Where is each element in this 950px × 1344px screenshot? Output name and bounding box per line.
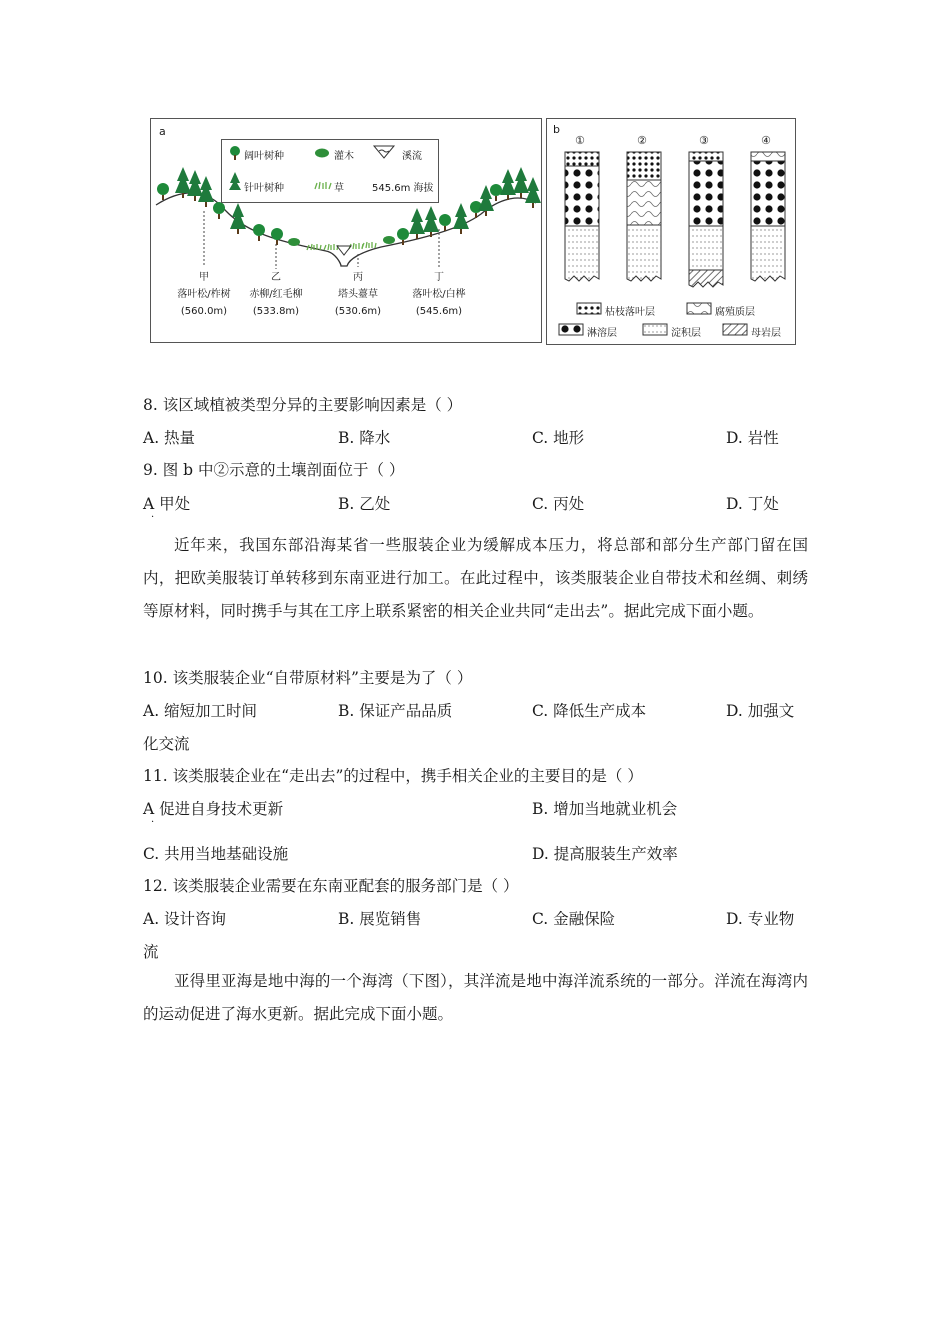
legend-illuvial: 淀积层: [671, 328, 701, 339]
q12-option-b: B. 展览销售: [338, 910, 422, 928]
q9-option-c: C. 丙处: [532, 495, 585, 513]
q9-option-d: D. 丁处: [726, 495, 779, 513]
humus-swatch: [687, 303, 711, 314]
q10-option-d-wrap: 化交流: [143, 735, 190, 753]
figure-b: [546, 118, 796, 345]
stream-icon: [372, 144, 396, 160]
legend-broadleaf: 阔叶树种: [244, 151, 284, 162]
figure-a-legend: [221, 139, 439, 203]
q12-option-d: D. 专业物: [726, 910, 795, 928]
stray-dot-2: ·: [151, 817, 155, 828]
legend-shrub: 灌木: [334, 151, 354, 162]
q12-option-a: A. 设计咨询: [143, 910, 227, 928]
question-12: 12. 该类服装企业需要在东南亚配套的服务部门是（ ）: [143, 877, 519, 895]
legend-elevation: 545.6m 海拔: [372, 183, 434, 194]
stray-dot: ·: [151, 512, 155, 523]
legend-eluvial: 淋溶层: [587, 328, 617, 339]
column-label-2: ②: [637, 134, 647, 147]
site-yi: 乙 赤柳/红毛柳 (533.8m): [249, 272, 303, 317]
q8-option-c: C. 地形: [532, 429, 585, 447]
column-label-1: ①: [575, 134, 585, 147]
bedrock-swatch: [723, 324, 747, 335]
q9-option-a: A 甲处: [143, 495, 191, 513]
conifer-icon: [228, 171, 242, 193]
legend-litter: 枯枝落叶层: [605, 307, 655, 318]
question-8: 8. 该区域植被类型分异的主要影响因素是（ ）: [143, 396, 463, 414]
profile-3: [689, 152, 723, 287]
passage-adriatic: 亚得里亚海是地中海的一个海湾（下图），其洋流是地中海洋流系统的一部分。洋流在海湾内的运动促进了海水更新。据此完成下面小题。: [143, 972, 808, 1023]
q12-option-c: C. 金融保险: [532, 910, 616, 928]
q11-option-a: A 促进自身技术更新: [143, 800, 284, 818]
q9-option-b: B. 乙处: [338, 495, 391, 513]
q8-option-b: B. 降水: [338, 429, 391, 447]
figure-a-label: a: [159, 125, 166, 138]
site-bing: 丙 塔头薹草 (530.6m): [334, 272, 382, 317]
eluvial-swatch: [559, 324, 583, 335]
q11-option-c: C. 共用当地基础设施: [143, 845, 289, 863]
q8-option-d: D. 岩性: [726, 429, 779, 447]
litter-swatch: [577, 303, 601, 314]
profile-4: [751, 152, 785, 281]
question-11: 11. 该类服装企业在“走出去”的过程中，携手相关企业的主要目的是（ ）: [143, 767, 643, 785]
profile-2: [627, 152, 661, 281]
column-label-3: ③: [699, 134, 709, 147]
site-ding: 丁 落叶松/白桦 (545.6m): [412, 272, 466, 317]
q8-option-a: A. 热量: [143, 429, 196, 447]
q12-option-d-wrap: 流: [143, 943, 159, 961]
q11-option-b: B. 增加当地就业机会: [532, 800, 678, 818]
profile-1: [565, 152, 599, 281]
legend-stream: 溪流: [402, 151, 422, 162]
figure-b-drawing: [547, 119, 795, 344]
grass-icon: [314, 180, 332, 190]
legend-bedrock: 母岩层: [751, 328, 781, 339]
q10-option-a: A. 缩短加工时间: [143, 702, 258, 720]
q10-option-c: C. 降低生产成本: [532, 702, 647, 720]
legend-grass: 草: [334, 183, 344, 194]
figure-b-label: b: [553, 123, 560, 136]
illuvial-swatch: [643, 324, 667, 335]
q11-option-d: D. 提高服装生产效率: [532, 845, 678, 863]
question-10: 10. 该类服装企业“自带原材料”主要是为了（ ）: [143, 669, 473, 687]
figure-a: [150, 118, 542, 343]
passage-garment: 近年来，我国东部沿海某省一些服装企业为缓解成本压力，将总部和部分生产部门留在国内，把欧美服装订单转移到东南亚进行加工。在此过程中，该类服装企业自带技术和丝绸、刺绣等原材料，同时携手与其在工序上联系紧密的相关企业共同“走出去”。据此完成下面小题。: [143, 536, 808, 620]
q10-option-b: B. 保证产品品质: [338, 702, 453, 720]
broadleaf-icon: [228, 145, 242, 161]
site-jia: 甲 落叶松/柞树 (560.0m): [177, 272, 231, 317]
shrub-icon: [314, 146, 330, 158]
q10-option-d: D. 加强文: [726, 702, 795, 720]
question-9: 9. 图 b 中②示意的土壤剖面位于（ ）: [143, 461, 405, 479]
legend-conifer: 针叶树种: [244, 183, 284, 194]
legend-humus: 腐殖质层: [715, 307, 755, 318]
column-label-4: ④: [761, 134, 771, 147]
